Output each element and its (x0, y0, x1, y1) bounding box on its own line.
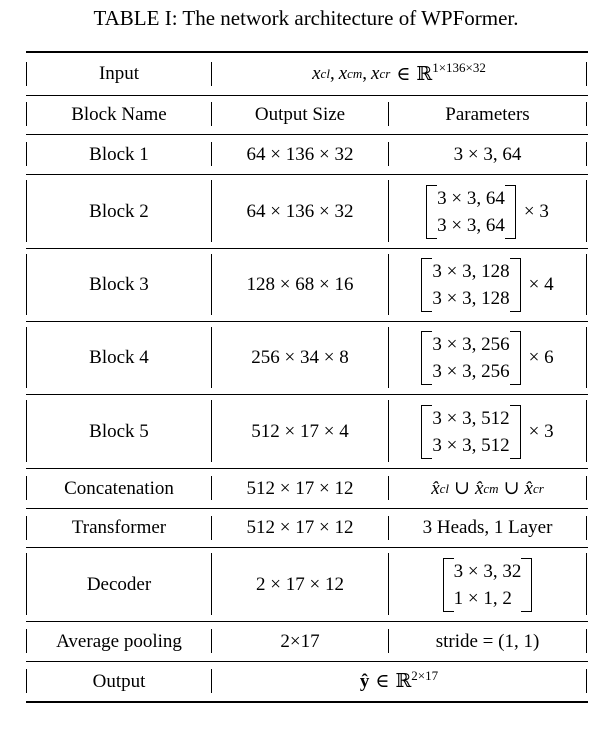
output-name: Output (92, 670, 146, 692)
real-set: ℝ (416, 63, 433, 85)
col-line (586, 180, 587, 242)
concat-name: Concatenation (64, 477, 174, 499)
col-line (586, 102, 587, 126)
block2-params (389, 175, 586, 248)
col-line (586, 400, 587, 462)
block3-name: Block 3 (89, 274, 149, 295)
header-parameters: Parameters (445, 104, 530, 125)
repeat-factor: × 4 (528, 274, 554, 295)
output-value (212, 662, 586, 701)
left-bracket (421, 331, 432, 385)
matrix-row: 3 × 3, 256 (432, 361, 510, 382)
sub-cr: cr (379, 66, 391, 81)
matrix-row: 3 × 3, 256 (432, 334, 510, 355)
col-line (586, 327, 587, 388)
header-output-size: Output Size (254, 104, 346, 125)
repeat-factor: × 6 (528, 347, 554, 368)
avgpool-name: Average pooling (56, 630, 182, 652)
block4-size: 256 × 34 × 8 (251, 347, 349, 368)
concat-size: 512 × 17 × 12 (246, 477, 354, 499)
block2-size: 64 × 136 × 32 (246, 200, 354, 222)
header-block-name: Block Name (71, 104, 167, 125)
union: ∪ (454, 478, 470, 499)
col-line (586, 629, 587, 653)
right-bracket (521, 558, 532, 612)
concat-params (389, 469, 586, 508)
col-line (586, 669, 587, 693)
sub-cm: cm (347, 66, 363, 81)
input-dims: 1×136×32 (432, 60, 486, 75)
col-line (586, 254, 587, 315)
matrix-row: 1 × 1, 2 (453, 587, 512, 609)
left-bracket (443, 558, 454, 612)
avgpool-size: 2×17 (280, 630, 320, 652)
matrix-row: 3 × 3, 512 (432, 407, 510, 429)
param-matrix (421, 331, 520, 385)
bottom-rule (26, 701, 588, 703)
block4-name: Block 4 (89, 347, 149, 368)
param-matrix (426, 185, 516, 239)
decoder-params (389, 548, 586, 621)
element-of: ∈ (396, 63, 411, 85)
block3-size: 128 × 68 × 16 (246, 274, 354, 295)
col-line (586, 516, 587, 540)
repeat-factor: × 3 (528, 420, 554, 442)
matrix-row: 3 × 3, 512 (432, 434, 510, 456)
transformer-name: Transformer (71, 517, 167, 538)
block2-name: Block 2 (89, 200, 149, 222)
param-matrix (421, 258, 520, 312)
input-value (212, 53, 586, 95)
avgpool-params: stride = (1, 1) (435, 630, 540, 652)
sub-cr: cr (532, 480, 544, 496)
comma: , (329, 63, 335, 84)
matrix-row: 3 × 3, 64 (437, 214, 505, 236)
comma: , (362, 63, 368, 84)
param-matrix (421, 405, 520, 459)
table-caption: TABLE I: The network architecture of WPFormer. (93, 6, 519, 30)
transformer-params: 3 Heads, 1 Layer (422, 517, 553, 538)
var-xhat: x̂ (524, 477, 533, 499)
block5-name: Block 5 (89, 420, 149, 442)
var-xhat: x̂ (474, 477, 484, 499)
matrix-row: 3 × 3, 128 (432, 261, 510, 282)
matrix-row: 3 × 3, 32 (453, 560, 522, 582)
col-line (586, 142, 587, 166)
block1-name: Block 1 (89, 143, 149, 165)
block1-params: 3 × 3, 64 (453, 143, 522, 165)
input-label: Input (98, 63, 140, 84)
block4-params (389, 322, 586, 394)
output-dims: 2×17 (411, 667, 439, 683)
union: ∪ (503, 478, 520, 499)
var-yhat: ŷ (359, 670, 370, 692)
col-line (586, 476, 587, 500)
right-bracket (510, 331, 521, 385)
var-xhat: x̂ (431, 477, 440, 499)
var-x: x (312, 63, 321, 84)
real-set: ℝ (395, 671, 412, 692)
var-x: x (371, 63, 380, 84)
block3-params (389, 249, 586, 321)
param-matrix (443, 558, 533, 612)
repeat-factor: × 3 (523, 200, 549, 222)
right-bracket (505, 185, 516, 239)
col-line (586, 553, 587, 615)
sub-cl: cl (439, 480, 450, 496)
matrix-row: 3 × 3, 64 (437, 187, 505, 209)
transformer-size: 512 × 17 × 12 (246, 517, 354, 538)
matrix-row: 3 × 3, 128 (432, 288, 510, 309)
sub-cl: cl (320, 66, 330, 81)
decoder-name: Decoder (86, 573, 152, 595)
right-bracket (510, 405, 521, 459)
sub-cm: cm (483, 480, 499, 496)
right-bracket (510, 258, 521, 312)
block5-size: 512 × 17 × 4 (251, 420, 349, 442)
block5-params (389, 395, 586, 468)
left-bracket (426, 185, 437, 239)
var-x: x (338, 63, 348, 84)
col-line (586, 62, 587, 86)
block1-size: 64 × 136 × 32 (246, 143, 354, 165)
decoder-size: 2 × 17 × 12 (256, 573, 344, 595)
left-bracket (421, 405, 432, 459)
element-of: ∈ (375, 671, 390, 692)
left-bracket (421, 258, 432, 312)
